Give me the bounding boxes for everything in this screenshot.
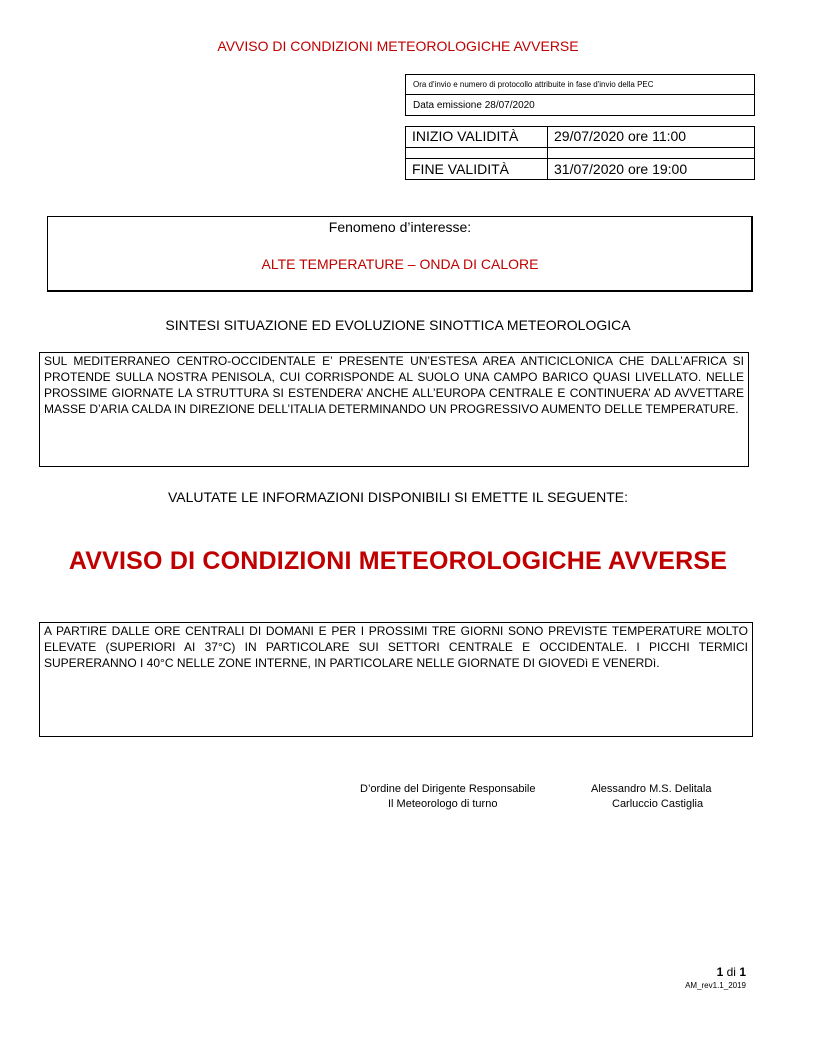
validity-start-label: INIZIO VALIDITÀ — [412, 128, 519, 144]
warning-text: A PARTIRE DALLE ORE CENTRALI DI DOMANI E PER I PROSSIMI TRE GIORNI SONO PREVISTE TEMPERATURE MOLTO ELEVATE (SUPERIORI AI 37°C) IN PARTICOLARE SUI SETTORI CENTRALE E OCCIDENTALE. I PICCHI TERMICI SUPERERANNO I 40°C NELLE ZONE INTERNE, IN PARTICOLARE NELLE GIORNATE DI GIOVEDì E VENERDì. — [44, 624, 748, 670]
phenomenon-value: ALTE TEMPERATURE – ONDA DI CALORE — [261, 256, 539, 272]
validity-start-value: 29/07/2020 ore 11:00 — [554, 128, 687, 144]
validity-end-value: 31/07/2020 ore 19:00 — [554, 161, 688, 177]
document-title: AVVISO DI CONDIZIONI METEOROLOGICHE AVVERSE — [217, 38, 579, 54]
synopsis-title: SINTESI SITUAZIONE ED EVOLUZIONE SINOTTICA METEOROLOGICA — [165, 317, 631, 333]
protocol-note: Ora d'invio e numero di protocollo attribuite in fase d'invio della PEC — [406, 75, 754, 95]
emission-date: Data emissione 28/07/2020 — [413, 100, 535, 111]
signature-name: Carluccio Castiglia — [612, 798, 704, 810]
protocol-box — [405, 74, 755, 116]
warning-title: AVVISO DI CONDIZIONI METEOROLOGICHE AVVERSE — [68, 547, 728, 575]
synopsis-text: SUL MEDITERRANEO CENTRO-OCCIDENTALE E’ PRESENTE UN’ESTESA AREA ANTICICLONICA CHE DALL’AFRICA SI PROTENDE SULLA NOSTRA PENISOLA, CUI CORRISPONDE AL SUOLO UNA CAMPO BARICO QUASI LIVELLATO. NELLE PROSSIME GIORNATE LA STRUTTURA SI ESTENDERA’ ANCHE ALL’EUROPA CENTRALE E CONTINUERA’ AD AVVETTARE MASSE D’ARIA CALDA IN DIREZIONE DELL’ITALIA DETERMINANDO UN PROGRESSIVO AUMENTO DELLE TEMPERATURE. — [44, 354, 744, 416]
phenomenon-label: Fenomeno d’interesse: — [328, 219, 472, 235]
page-separator: di — [723, 965, 740, 979]
document-version: AM_rev1.1_2019 — [685, 981, 746, 990]
validity-divider — [406, 147, 754, 148]
validity-table — [405, 126, 755, 180]
validity-end-label: FINE VALIDITÀ — [412, 161, 509, 177]
page-number — [600, 965, 746, 979]
validity-divider — [406, 158, 754, 159]
signature-role: D’ordine del Dirigente Responsabile — [360, 783, 536, 795]
evaluation-statement: VALUTATE LE INFORMAZIONI DISPONIBILI SI EMETTE IL SEGUENTE: — [167, 489, 628, 505]
signature-role: Il Meteorologo di turno — [388, 798, 498, 810]
page-total: 1 — [739, 965, 746, 979]
signature-name: Alessandro M.S. Delitala — [591, 783, 712, 795]
page-current: 1 — [716, 965, 724, 979]
